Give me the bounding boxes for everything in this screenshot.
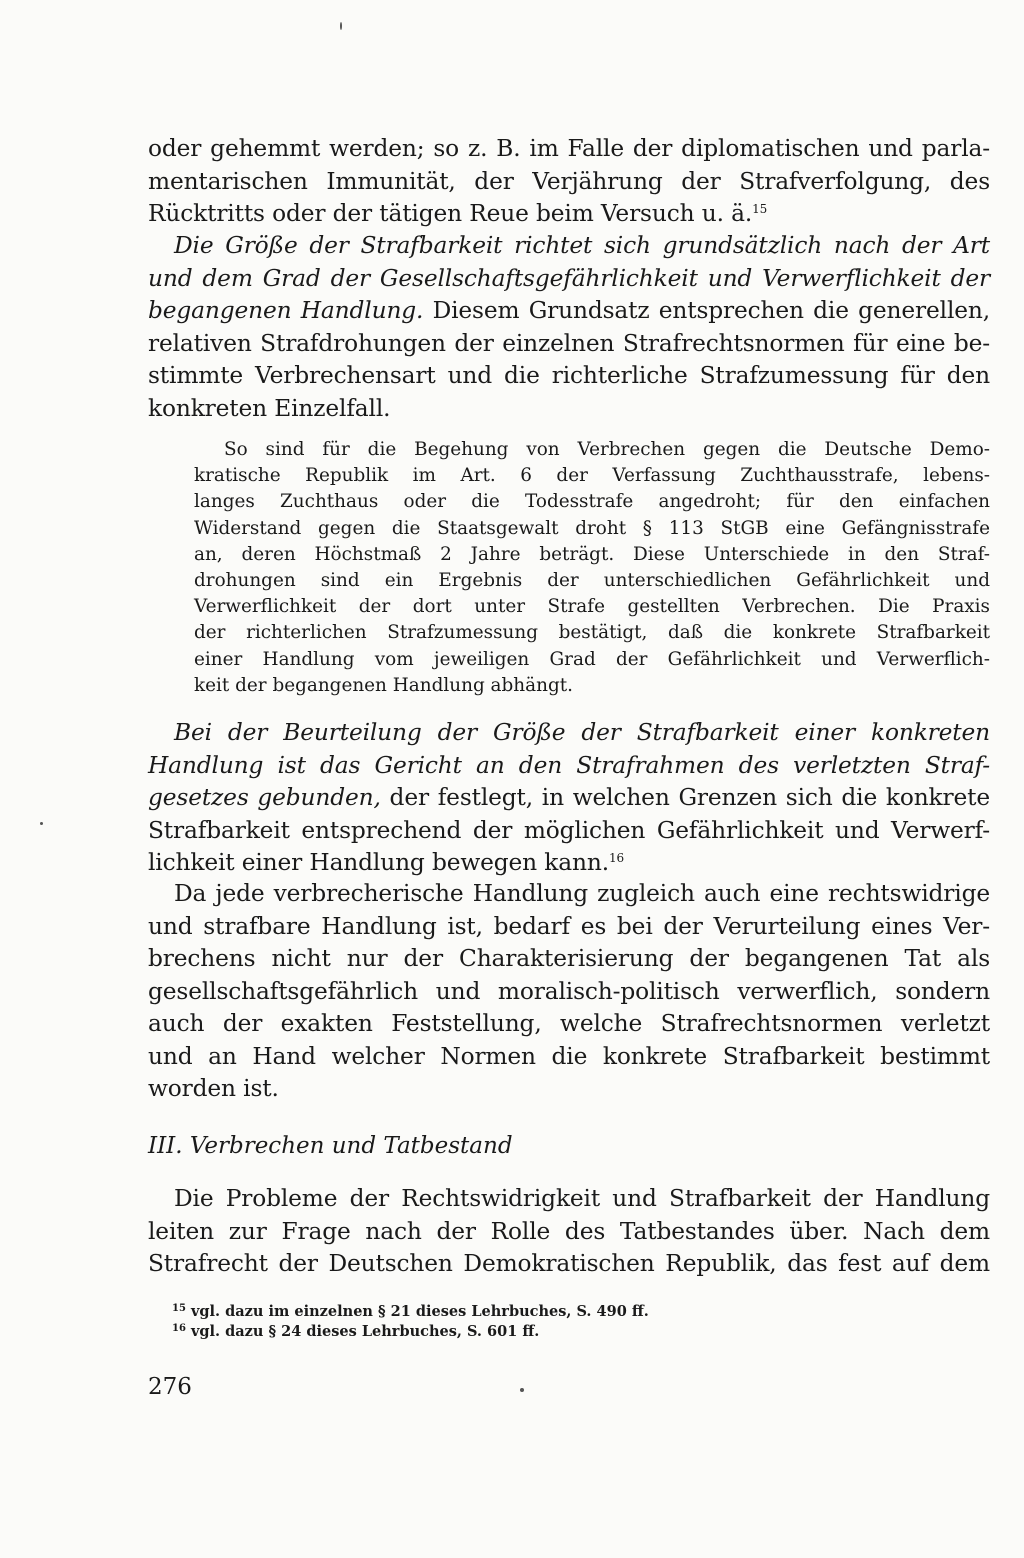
text-line: und strafbare Handlung ist, bedarf es bei der Verurteilung eines Ver- bbox=[148, 912, 990, 940]
text-line: relativen Strafdrohungen der einzelnen Strafrechtsnormen für eine be- bbox=[148, 329, 990, 357]
small-print-example bbox=[194, 437, 990, 699]
scan-speck bbox=[520, 1388, 524, 1392]
text-line: brechens nicht nur der Charakterisierung der begangenen Tat als bbox=[148, 945, 990, 972]
scan-speck bbox=[340, 22, 342, 30]
text-line: Verwerflichkeit der dort unter Strafe gestellten Verbrechen. Die Praxis bbox=[194, 596, 990, 618]
text-line: lichkeit einer Handlung bewegen kann.$^{16}$ bbox=[148, 849, 624, 876]
section-heading: III. Verbrechen und Tatbestand bbox=[148, 1133, 513, 1159]
paragraph-strafbarkeit-groesse bbox=[148, 230, 990, 425]
scan-speck bbox=[40, 822, 43, 825]
paragraph-continuation bbox=[148, 133, 990, 231]
text-line: leiten zur Frage nach der Rolle des Tatbestandes über. Nach dem bbox=[148, 1217, 990, 1245]
text-line: keit der begangenen Handlung abhängt. bbox=[194, 674, 573, 696]
paragraph-verurteilung bbox=[148, 878, 990, 1106]
footnote-ref-16[interactable]: 16 bbox=[608, 851, 624, 865]
text-line: konkreten Einzelfall. bbox=[148, 394, 391, 422]
text-line: Rücktritts oder der tätigen Reue beim Versuch u. ä.$^{15}$ bbox=[148, 200, 768, 227]
text-line: langes Zuchthaus oder die Todesstrafe angedroht; für den einfachen bbox=[194, 491, 990, 513]
footnote-16: $^{16}$ vgl. dazu § 24 dieses Lehrbuches, S. 601 ff. bbox=[172, 1323, 540, 1340]
text-line: Die Probleme der Rechtswidrigkeit und Strafbarkeit der Handlung bbox=[174, 1185, 990, 1212]
text-line: der richterlichen Strafzumessung bestätigt, daß die konkrete Strafbarkeit bbox=[194, 622, 990, 644]
text-line: mentarischen Immunität, der Verjährung der Strafverfolgung, des bbox=[148, 167, 990, 195]
text-line: und dem Grad der Gesellschaftsgefährlichkeit und Verwerflichkeit der bbox=[148, 264, 990, 292]
text-line: Bei der Beurteilung der Größe der Strafbarkeit einer konkreten bbox=[174, 719, 990, 746]
text-line: begangenen Handlung. Diesem Grundsatz entsprechen die generellen, bbox=[148, 297, 990, 324]
text-line: Da jede verbrecherische Handlung zugleich auch eine rechtswidrige bbox=[174, 880, 990, 907]
text-line: drohungen sind ein Ergebnis der unterschiedlichen Gefährlichkeit und bbox=[194, 569, 990, 591]
text-line: stimmte Verbrechensart und die richterliche Strafzumessung für den bbox=[148, 362, 990, 389]
text-line: auch der exakten Feststellung, welche Strafrechtsnormen verletzt bbox=[148, 1010, 990, 1037]
text-line: oder gehemmt werden; so z. B. im Falle der diplomatischen und parla- bbox=[148, 135, 990, 162]
text-line: So sind für die Begehung von Verbrechen gegen die Deutsche Demo- bbox=[224, 439, 990, 460]
text-line: Widerstand gegen die Staatsgewalt droht § 113 StGB eine Gefängnisstrafe bbox=[194, 517, 990, 539]
text-line: Strafbarkeit entsprechend der möglichen Gefährlichkeit und Verwerf- bbox=[148, 816, 990, 844]
text-line: an, deren Höchstmaß 2 Jahre beträgt. Diese Unterschiede in den Straf- bbox=[194, 543, 990, 565]
paragraph-strafrahmen bbox=[148, 717, 990, 880]
text-line: gesellschaftsgefährlich und moralisch-politisch verwerflich, sondern bbox=[148, 977, 990, 1005]
footnote-15: $^{15}$ vgl. dazu im einzelnen § 21 dieses Lehrbuches, S. 490 ff. bbox=[172, 1303, 649, 1320]
text-line: Strafrecht der Deutschen Demokratischen Republik, das fest auf dem bbox=[148, 1250, 990, 1277]
text-line: und an Hand welcher Normen die konkrete Strafbarkeit bestimmt bbox=[148, 1042, 990, 1070]
footnote-ref-15[interactable]: 15 bbox=[752, 202, 768, 216]
text-line: einer Handlung vom jeweiligen Grad der Gefährlichkeit und Verwerflich- bbox=[194, 648, 990, 670]
paragraph-tatbestand bbox=[148, 1183, 990, 1281]
page-number: 276 bbox=[148, 1374, 192, 1400]
text-line: kratische Republik im Art. 6 der Verfassung Zuchthausstrafe, lebens- bbox=[194, 465, 990, 487]
text-line: worden ist. bbox=[148, 1075, 279, 1102]
text-line: Handlung ist das Gericht an den Strafrahmen des verletzten Straf- bbox=[148, 751, 990, 779]
text-line: gesetzes gebunden, der festlegt, in welchen Grenzen sich die konkrete bbox=[148, 784, 990, 811]
text-line: Die Größe der Strafbarkeit richtet sich grundsätzlich nach der Art bbox=[174, 232, 990, 259]
